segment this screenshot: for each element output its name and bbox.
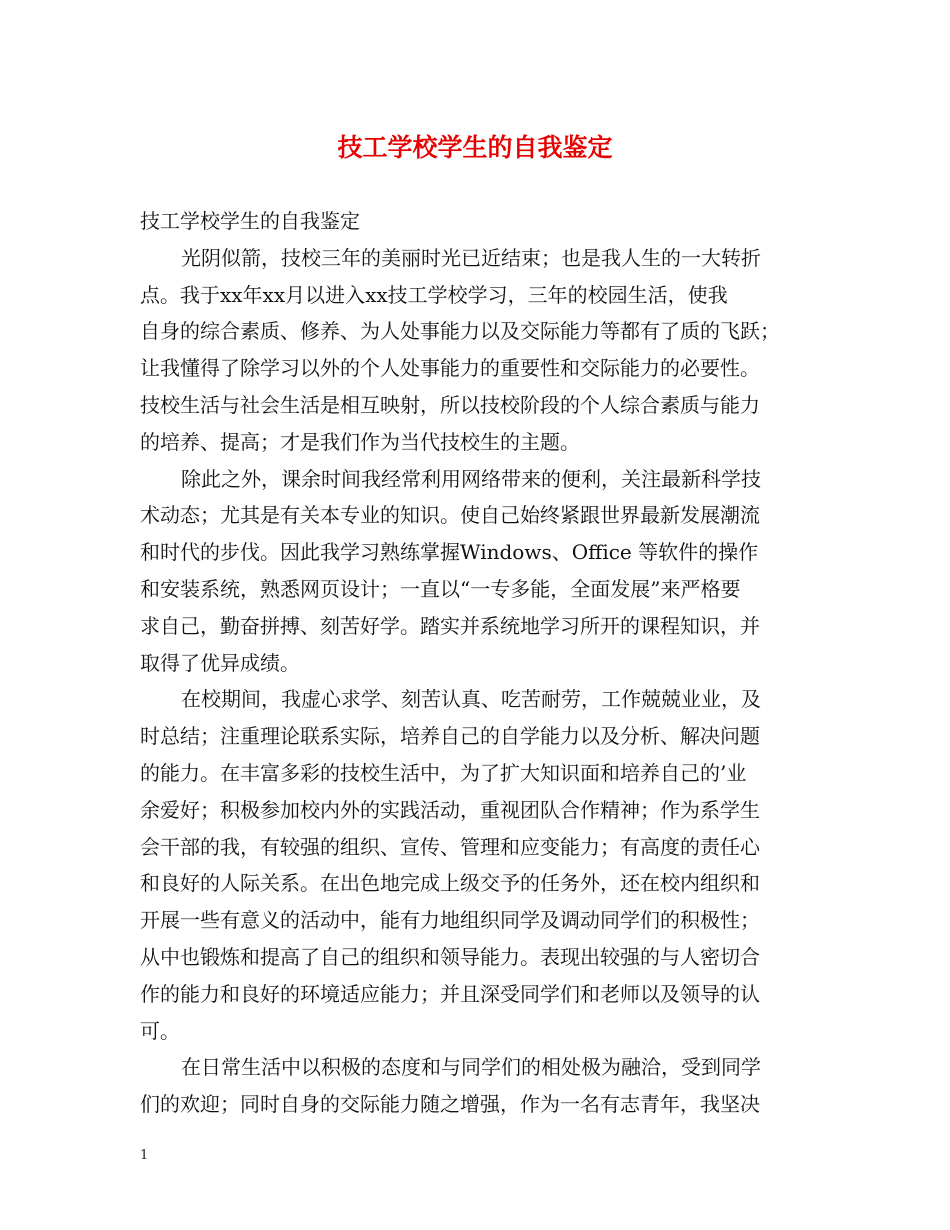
paragraph-2-line-6: 取得了优异成绩。 [140, 650, 300, 675]
paragraph-3-line-9: 作的能力和良好的环境适应能力；并且深受同学们和老师以及领导的认 [140, 981, 760, 1006]
paragraph-2-line-3: 和时代的步伐。因此我学习熟练掌握Windows、Office 等软件的操作 [140, 540, 759, 565]
paragraph-3-line-1: 在校期间，我虚心求学、刻苦认真、吃苦耐劳，工作兢兢业业，及 [181, 687, 761, 712]
paragraph-3-line-3: 的能力。在丰富多彩的技校生活中，为了扩大知识面和培养自己的’业 [140, 760, 747, 785]
document-body [140, 203, 816, 1123]
paragraph-3-line-7: 开展一些有意义的活动中，能有力地组织同学及调动同学们的积极性； [140, 908, 760, 933]
page-number: 1 [140, 1148, 149, 1163]
paragraph-2-line-5: 求自己，勤奋拼搏、刻苦好学。踏实并系统地学习所开的课程知识，并 [140, 613, 760, 638]
paragraph-1-line-6: 的培养、提高；才是我们作为当代技校生的主题。 [140, 429, 580, 454]
subtitle-line: 技工学校学生的自我鉴定 [140, 209, 360, 233]
paragraph-1-line-3: 自身的综合素质、修养、为人处事能力以及交际能力等都有了质的飞跃； [140, 319, 780, 344]
paragraph-4-line-1: 在日常生活中以积极的态度和与同学们的相处极为融洽，受到同学 [181, 1055, 761, 1080]
paragraph-3-line-5: 会干部的我，有较强的组织、宣传、管理和应变能力；有高度的责任心 [140, 834, 760, 859]
paragraph-1-line-5: 技校生活与社会生活是相互映射，所以技校阶段的个人综合素质与能力 [140, 392, 760, 417]
paragraph-2-line-2: 术动态；尤其是有关本专业的知识。使自己始终紧跟世界最新发展潮流 [140, 503, 760, 528]
paragraph-3-line-6: 和良好的人际关系。在出色地完成上级交予的任务外，还在校内组织和 [140, 871, 760, 896]
paragraph-2-line-1: 除此之外，课余时间我经常利用网络带来的便利，关注最新科学技 [181, 466, 761, 491]
paragraph-2-line-4: 和安装系统，熟悉网页设计；一直以“一专多能，全面发展”来严格要 [140, 576, 741, 601]
paragraph-1-line-4: 让我懂得了除学习以外的个人处事能力的重要性和交际能力的必要性。 [140, 356, 760, 381]
paragraph-3-line-4: 余爱好；积极参加校内外的实践活动，重视团队合作精神；作为系学生 [140, 797, 760, 822]
paragraph-3-line-8: 从中也锻炼和提高了自己的组织和领导能力。表现出较强的与人密切合 [140, 944, 760, 969]
paragraph-3-line-10: 可。 [140, 1018, 180, 1043]
page-title: 技工学校学生的自我鉴定 [337, 133, 613, 162]
paragraph-4-line-2: 们的欢迎；同时自身的交际能力随之增强，作为一名有志青年，我坚决 [140, 1092, 760, 1117]
paragraph-1-line-1: 光阴似箭，技校三年的美丽时光已近结束；也是我人生的一大转折 [181, 245, 761, 270]
paragraph-3-line-2: 时总结；注重理论联系实际，培养自己的自学能力以及分析、解决问题 [140, 724, 760, 749]
paragraph-1-line-2: 点。我于xx年xx月以进入xx技工学校学习，三年的校园生活，使我 [140, 282, 728, 307]
